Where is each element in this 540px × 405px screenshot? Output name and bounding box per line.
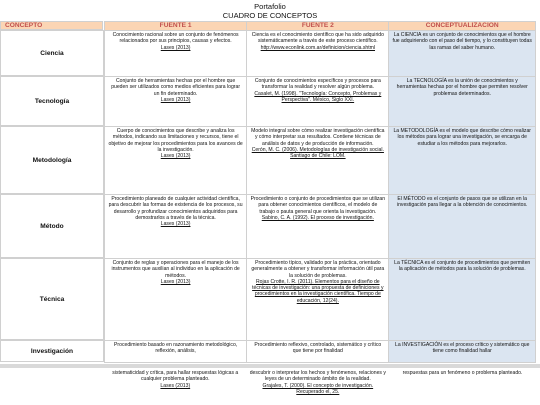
source2-reference[interactable]: http://www.econlink.com.ar/definicion/ciencia.shtml [260, 44, 376, 51]
source1-reference: Lases (2013) [160, 278, 191, 285]
source1-cell [105, 77, 247, 127]
source1-column-header: FUENTE 1 [105, 22, 247, 31]
source1-cell [105, 127, 247, 195]
source2-column-header: FUENTE 2 [247, 22, 389, 31]
source2-cell [247, 259, 389, 341]
conceptualization-cell: La METODOLOGÍA es el modelo que describe cómo realizar los métodos para lograr una investigación, se encarga de estudiar a los métodos para mejorarlos. [389, 127, 536, 195]
source2-cell [247, 77, 389, 127]
row-label-metodo: Método [0, 194, 104, 258]
source1-text: Conjunto de reglas y operaciones para el manejo de los instrumentos que auxilian al individuo en la aplicación de métodos. [111, 260, 240, 279]
source2-text: Ciencia es el conocimiento científico que ha sido adquirido sistemáticamente a través de este proceso científico. [251, 32, 384, 45]
conceptualization-cell: La TÉCNICA es el conjunto de procedimientos que permiten la aplicación de métodos para la solución de problemas. [389, 259, 536, 341]
continuation-source2-reference: Grajales, T. (2000). El concepto de investigación. Recuperado el, 25. [262, 382, 374, 395]
row-label-tecnologia: Tecnología [0, 76, 104, 126]
continuation-source1-reference: Lases (2013) [160, 382, 191, 389]
row-label-metodologia: Metodología [0, 126, 104, 194]
continuation-source2 [247, 370, 390, 395]
source1-text: Cuerpo de conocimientos que describe y analiza los métodos, indicando sus limitaciones y recursos, tiene el objetivo de mejorar los procedimientos para los avances de la investigación. [108, 128, 243, 153]
concept-column-header: CONCEPTO [0, 21, 103, 30]
conceptualization-cell: La INVESTIGACIÓN es el proceso crítico y sistemático que tiene como finalidad hallar [389, 341, 536, 363]
source2-cell [247, 31, 389, 77]
source2-text: Procedimiento o conjunto de procedimientos que se utilizan para obtener conocimientos científicos, el modelo de trabajo o pauta general que orienta la investigación. [250, 196, 386, 215]
row-label-ciencia: Ciencia [0, 30, 104, 76]
page-title: CUADRO DE CONCEPTOS [222, 11, 318, 20]
page-break-divider [0, 364, 540, 368]
source2-reference: Cerón, M. C. (2006). Metodologías de investigación social. Santiago de Chile: LOM. [251, 146, 384, 160]
continuation-source1 [104, 370, 247, 395]
source1-reference: Lases (2013) [160, 44, 191, 51]
source1-text: Procedimiento planeado de cualquier actividad científica, para descubrir las formas de existencia de los procesos, su desarrollo y profundizar conocimientos adquiridos para demostrarlos a través de la técnica. [108, 196, 243, 221]
table-row [105, 77, 536, 127]
source1-text: Conjunto de herramientas hechas por el hombre que pueden ser utilizados como medios eficientes para lograr un fin determinado. [111, 78, 241, 97]
continuation-source2-text: descubrir o interpretar los hechos y fenómenos, relaciones y leyes de un determinado ámbito de la realidad. [249, 370, 386, 383]
source2-cell: Procedimiento reflexivo, controlado, sistemático y crítico que tiene por finalidad [247, 341, 389, 363]
conceptualization-column-header: CONCEPTUALIZACIÓN [389, 22, 536, 31]
table-row [105, 259, 536, 341]
continuation-conceptualization: respuestas para un fenómeno o problema planteado. [402, 370, 523, 376]
source1-cell [105, 31, 247, 77]
row-label-tecnica: Técnica [0, 258, 104, 340]
table-row [105, 127, 536, 195]
concepts-table [104, 21, 536, 363]
source2-reference: Rojas Crotte, I. R. (2011). Elementos para el diseño de técnicas de investigación: una propuesta de definiciones y procedimientos en la investigación científica. Tiempo de educación, 12(24). [252, 278, 384, 304]
table-continuation [104, 370, 536, 395]
conceptualization-cell: El MÉTODO es el conjunto de pasos que se utilizan en la investigación para llegar a la obtención de conocimientos. [389, 195, 536, 259]
source2-text: Conjunto de conocimientos específicos y procesos para transformar la realidad y resolver algún problema. [254, 78, 381, 91]
source1-reference: Lases (2013) [160, 221, 191, 228]
conceptualization-cell: La TECNOLOGÍA es la unión de conocimientos y herramientas hechas por el hombre que permiten resolver problemas determinados. [389, 77, 536, 127]
source1-reference: Lases (2013) [160, 96, 191, 103]
table-row [105, 195, 536, 259]
source1-text: Conocimiento racional sobre un conjunto de fenómenos relacionados por sus principios, causas y efectos. [112, 32, 239, 45]
conceptualization-cell: La CIENCIA es un conjunto de conocimientos que el hombre fue adquiriendo con el paso del tiempo, y lo constituyen todas las ramas del saber humano. [389, 31, 536, 77]
source2-cell [247, 127, 389, 195]
row-label-investigacion: Investigación [0, 340, 104, 362]
source1-cell [105, 259, 247, 341]
source1-reference: Lases (2013) [160, 153, 191, 160]
table-row [105, 341, 536, 363]
source2-reference: Sabino, C. A. (1992). El proceso de investigación. [261, 214, 374, 221]
continuation-source1-text: sistematicidad y crítica, para hallar respuestas lógicas a cualquier problema planteado. [112, 370, 239, 383]
table-header-row [105, 22, 536, 31]
source2-text: Procedimiento típico, validado por la práctica, orientado generalmente a obtener y transformar información útil para la solución de problemas. [251, 260, 385, 279]
source1-cell: Procedimiento basado en razonamiento metodológico, reflexión, análisis, [105, 341, 247, 363]
source1-cell [105, 195, 247, 259]
source2-reference: Casalet, M. (1998). "Tecnología: Concepto, Problemas y Perspectiva". México, Siglo XXI. [254, 90, 382, 103]
source2-cell [247, 195, 389, 259]
table-row [105, 31, 536, 77]
portfolio-heading: Portafolio [254, 2, 286, 11]
source2-text: Modelo integral sobre cómo realizar investigación científica y cómo interpretar sus resultados. Contiene técnicas de análisis de datos y de producción de información. [251, 128, 385, 147]
